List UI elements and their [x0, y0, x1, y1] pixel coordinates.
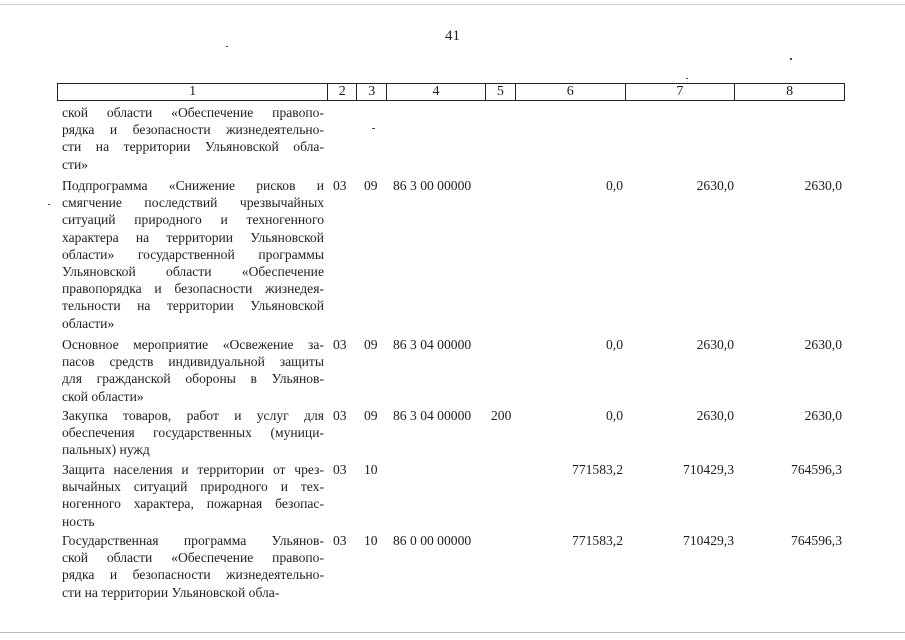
row-name	[62, 177, 324, 332]
row-name-line: ской области «Обеспечение правопо-	[62, 105, 324, 120]
row-name-line: тельности на территории Ульяновской	[62, 298, 324, 314]
scan-speck	[48, 204, 50, 205]
row-name-line: сти на территории Ульяновской обла-	[62, 139, 324, 155]
cell-value-8: 2630,0	[804, 337, 842, 352]
row-name-line: сти»	[62, 156, 89, 172]
cell-csr: 86 3 04 00000	[393, 408, 472, 423]
table-row	[57, 104, 845, 177]
table-header-row	[57, 83, 845, 101]
row-name-line: Защита населения и территории от чрез-	[62, 462, 324, 477]
header-col-3: 3	[357, 84, 387, 100]
row-name-line: для гражданской обороны в Ульянов-	[62, 371, 324, 387]
scan-speck	[372, 128, 375, 129]
cell-value-8: 2630,0	[804, 178, 842, 193]
row-name-line: ской области «Обеспечение правопо-	[62, 550, 324, 566]
cell-value-8: 764596,3	[791, 462, 842, 477]
row-name-line: ситуаций природного и техногенного	[62, 212, 324, 228]
cell-pr: 09	[364, 337, 378, 352]
cell-vr: 200	[491, 408, 512, 423]
scan-speck	[790, 58, 792, 60]
row-name-line: смягчение последствий чрезвычайных	[62, 195, 324, 211]
row-name-line: рядка и безопасности жизнедеятельно-	[62, 567, 324, 583]
cell-pr: 10	[364, 533, 378, 548]
header-col-4: 4	[387, 84, 486, 100]
row-name-line: вычайных ситуаций природного и тех-	[62, 479, 324, 495]
row-name-line: Ульяновской области «Обеспечение	[62, 264, 324, 280]
row-name-line: ность	[62, 513, 95, 529]
row-name	[62, 104, 324, 173]
header-col-5: 5	[486, 84, 516, 100]
table-row	[57, 177, 845, 336]
cell-rz: 03	[333, 178, 347, 193]
row-name-line: пасов средств индивидуальной защиты	[62, 354, 324, 370]
cell-rz: 03	[333, 337, 347, 352]
cell-pr: 10	[364, 462, 378, 477]
header-col-2: 2	[328, 84, 357, 100]
cell-csr: 86 0 00 00000	[393, 533, 472, 548]
cell-rz: 03	[333, 533, 347, 548]
header-col-6: 6	[516, 84, 626, 100]
row-name-line: Закупка товаров, работ и услуг для	[62, 408, 324, 423]
table-row	[57, 461, 845, 532]
cell-value-6: 0,0	[606, 178, 623, 193]
scan-speck	[686, 78, 688, 79]
page-number: 41	[445, 28, 460, 44]
cell-value-8: 2630,0	[804, 408, 842, 423]
cell-value-7: 710429,3	[683, 462, 734, 477]
row-name-line: обеспечения государственных (муници-	[62, 425, 324, 441]
cell-pr: 09	[364, 178, 378, 193]
row-name	[62, 407, 324, 459]
cell-value-7: 2630,0	[696, 178, 734, 193]
scan-speck	[226, 46, 228, 47]
cell-csr: 86 3 04 00000	[393, 337, 472, 352]
header-col-1: 1	[58, 84, 328, 100]
row-name-line: сти на территории Ульяновской обла-	[62, 584, 280, 600]
row-name-line: ногенного характера, пожарная безопас-	[62, 496, 324, 512]
cell-rz: 03	[333, 462, 347, 477]
cell-value-7: 2630,0	[696, 337, 734, 352]
table-row	[57, 407, 845, 461]
cell-value-6: 771583,2	[572, 533, 623, 548]
cell-value-6: 0,0	[606, 337, 623, 352]
row-name	[62, 336, 324, 405]
cell-rz: 03	[333, 408, 347, 423]
cell-value-8: 764596,3	[791, 533, 842, 548]
row-name-line: ской области»	[62, 388, 144, 404]
scan-edge	[0, 632, 905, 633]
cell-value-7: 2630,0	[696, 408, 734, 423]
row-name-line: характера на территории Ульяновской	[62, 229, 324, 245]
cell-csr: 86 3 00 00000	[393, 178, 472, 193]
row-name-line: области» государственной программы	[62, 246, 324, 262]
row-name-line: Государственная программа Ульянов-	[62, 533, 324, 548]
header-col-8: 8	[786, 84, 794, 99]
cell-value-7: 710429,3	[683, 533, 734, 548]
row-name	[62, 532, 324, 601]
header-col-7: 7	[626, 84, 736, 100]
row-name-line: области»	[62, 315, 115, 331]
row-name-line: Основное мероприятие «Освежение за-	[62, 337, 324, 352]
table-row	[57, 532, 845, 602]
row-name-line: рядка и безопасности жизнедеятельно-	[62, 122, 324, 138]
cell-value-6: 0,0	[606, 408, 623, 423]
row-name-line: пальных) нужд	[62, 442, 150, 458]
scan-edge	[0, 4, 905, 5]
cell-value-6: 771583,2	[572, 462, 623, 477]
row-name-line: правопорядка и безопасности жизнедея-	[62, 281, 324, 297]
table-body	[57, 104, 845, 602]
table-row	[57, 336, 845, 407]
row-name	[62, 461, 324, 530]
cell-pr: 09	[364, 408, 378, 423]
row-name-line: Подпрограмма «Снижение рисков и	[62, 178, 324, 193]
